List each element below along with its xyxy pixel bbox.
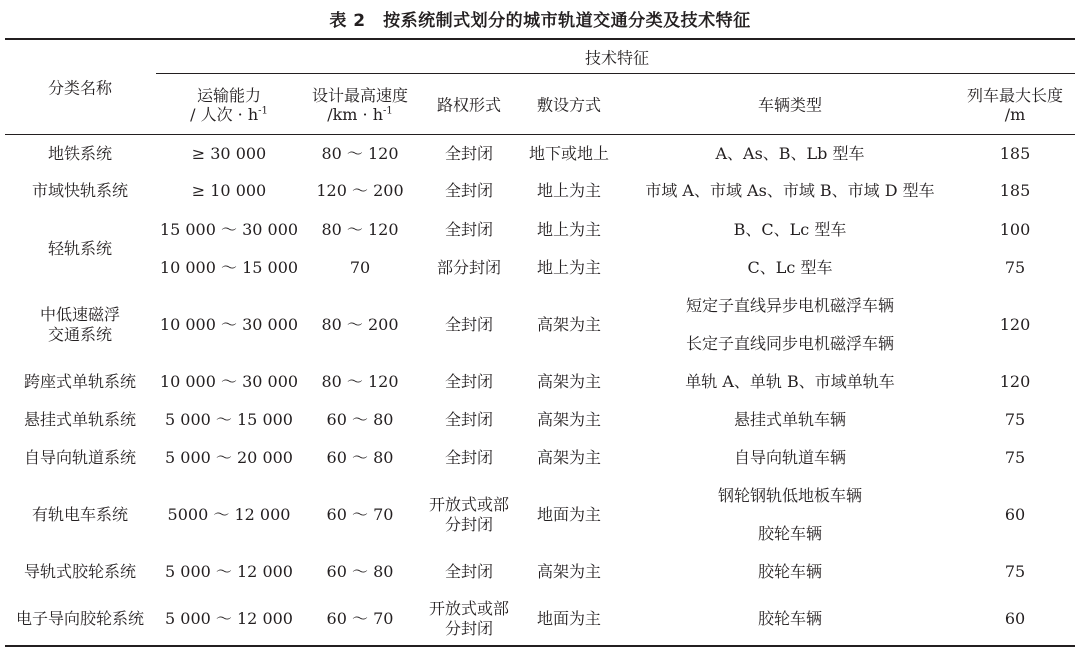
- row3b-lay: 地上为主: [536, 258, 602, 277]
- header-lay: 敷设方式: [536, 95, 602, 115]
- bottom-rule: [5, 645, 1075, 647]
- row8-vehicle-b: 胶轮车辆: [757, 524, 823, 543]
- row7-lay: 高架为主: [536, 448, 602, 467]
- header-length-line2: /m: [1004, 105, 1026, 124]
- row4-capacity: 10 000 ～ 30 000: [159, 315, 299, 334]
- row10-length: 60: [1004, 609, 1026, 628]
- row1-capacity: ≥ 30 000: [191, 144, 267, 163]
- header-length: [967, 86, 1063, 124]
- row3b-form: 部分封闭: [436, 258, 502, 277]
- header-category: 分类名称: [47, 78, 113, 98]
- row3-name: 轻轨系统: [47, 239, 113, 258]
- row5-length: 120: [999, 372, 1031, 391]
- row4-speed: 80 ～ 200: [321, 315, 399, 334]
- row7-name: 自导向轨道系统: [23, 448, 137, 467]
- row9-name: 导轨式胶轮系统: [23, 562, 137, 581]
- row10-form-line2: 分封闭: [444, 619, 494, 638]
- row3b-length: 75: [1004, 258, 1026, 277]
- row6-capacity: 5 000 ～ 15 000: [165, 410, 293, 429]
- row9-speed: 60 ～ 80: [326, 562, 394, 581]
- row9-vehicle: 胶轮车辆: [757, 562, 823, 581]
- row6-length: 75: [1004, 410, 1026, 429]
- header-speed-line2: [312, 105, 408, 124]
- row2-form: 全封闭: [444, 181, 494, 200]
- row6-name: 悬挂式单轨系统: [23, 410, 137, 429]
- row6-form: 全封闭: [444, 410, 494, 429]
- row4-name: [40, 305, 120, 345]
- top-rule: [5, 38, 1075, 40]
- row8-form: [429, 495, 509, 535]
- header-capacity-unit: / 人次 · h: [190, 105, 259, 124]
- row10-form-line1: 开放式或部: [428, 599, 510, 618]
- row2-name: 市域快轨系统: [31, 181, 129, 200]
- row2-length: 185: [999, 181, 1031, 200]
- header-bottom-rule: [5, 134, 1075, 135]
- row3a-capacity: 15 000 ～ 30 000: [159, 220, 299, 239]
- header-capacity-line1: 运输能力: [196, 86, 262, 105]
- header-row-form: 路权形式: [436, 95, 502, 115]
- row1-name: 地铁系统: [47, 144, 113, 163]
- row8-capacity: 5000 ～ 12 000: [167, 505, 291, 524]
- row8-lay: 地面为主: [536, 505, 602, 524]
- row7-speed: 60 ～ 80: [326, 448, 394, 467]
- row4-name-line1: 中低速磁浮: [39, 305, 121, 324]
- header-length-line1: 列车最大长度: [966, 86, 1064, 105]
- row2-lay: 地上为主: [536, 181, 602, 200]
- row5-vehicle: 单轨 A、单轨 B、市域单轨车: [685, 372, 895, 391]
- header-speed-line1: 设计最高速度: [311, 86, 409, 105]
- row10-lay: 地面为主: [536, 609, 602, 628]
- row3a-length: 100: [999, 220, 1031, 239]
- header-capacity: [190, 86, 268, 124]
- row8-speed: 60 ～ 70: [326, 505, 394, 524]
- row1-speed: 80 ～ 120: [321, 144, 399, 163]
- header-sub-rule: [156, 73, 1075, 74]
- row10-name: 电子导向胶轮系统: [15, 609, 145, 628]
- row9-capacity: 5 000 ～ 12 000: [165, 562, 293, 581]
- row3b-speed: 70: [349, 258, 371, 277]
- row5-lay: 高架为主: [536, 372, 602, 391]
- row8-form-line1: 开放式或部: [428, 495, 510, 514]
- row3a-speed: 80 ～ 120: [321, 220, 399, 239]
- row10-speed: 60 ～ 70: [326, 609, 394, 628]
- row7-vehicle: 自导向轨道车辆: [733, 448, 847, 467]
- row5-name: 跨座式单轨系统: [23, 372, 137, 391]
- row1-lay: 地下或地上: [528, 144, 610, 163]
- row10-form: [429, 599, 509, 639]
- row6-lay: 高架为主: [536, 410, 602, 429]
- row1-length: 185: [999, 144, 1031, 163]
- row4-vehicle-a: 短定子直线异步电机磁浮车辆: [685, 296, 895, 315]
- row10-capacity: 5 000 ～ 12 000: [165, 609, 293, 628]
- row4-form: 全封闭: [444, 315, 494, 334]
- row7-length: 75: [1004, 448, 1026, 467]
- row5-capacity: 10 000 ～ 30 000: [159, 372, 299, 391]
- row4-name-line2: 交通系统: [47, 325, 113, 344]
- row4-lay: 高架为主: [536, 315, 602, 334]
- row8-vehicle-a: 钢轮钢轨低地板车辆: [717, 486, 863, 505]
- row3a-form: 全封闭: [444, 220, 494, 239]
- row3b-vehicle: C、Lc 型车: [747, 258, 833, 277]
- row9-length: 75: [1004, 562, 1026, 581]
- header-speed-unit: /km · h: [327, 105, 384, 124]
- row6-vehicle: 悬挂式单轨车辆: [733, 410, 847, 429]
- row7-form: 全封闭: [444, 448, 494, 467]
- row5-speed: 80 ～ 120: [321, 372, 399, 391]
- header-capacity-sup: -1: [258, 105, 268, 117]
- row3a-lay: 地上为主: [536, 220, 602, 239]
- row5-form: 全封闭: [444, 372, 494, 391]
- header-speed: [312, 86, 408, 124]
- header-capacity-line2: [190, 105, 268, 124]
- row9-lay: 高架为主: [536, 562, 602, 581]
- row10-vehicle: 胶轮车辆: [757, 609, 823, 628]
- row1-vehicle: A、As、B、Lb 型车: [715, 144, 865, 163]
- row6-speed: 60 ～ 80: [326, 410, 394, 429]
- header-speed-sup: -1: [383, 105, 393, 117]
- row7-capacity: 5 000 ～ 20 000: [165, 448, 293, 467]
- row8-name: 有轨电车系统: [31, 505, 129, 524]
- row2-speed: 120 ～ 200: [316, 181, 404, 200]
- row2-capacity: ≥ 10 000: [191, 181, 267, 200]
- row3b-capacity: 10 000 ～ 15 000: [159, 258, 299, 277]
- header-vehicle: 车辆类型: [757, 95, 823, 115]
- row2-vehicle: 市域 A、市域 As、市域 B、市域 D 型车: [645, 181, 935, 200]
- row1-form: 全封闭: [444, 144, 494, 163]
- row4-vehicle-b: 长定子直线同步电机磁浮车辆: [685, 334, 895, 353]
- table-title: 表 2 按系统制式划分的城市轨道交通分类及技术特征: [329, 11, 751, 31]
- row9-form: 全封闭: [444, 562, 494, 581]
- row3a-vehicle: B、C、Lc 型车: [733, 220, 847, 239]
- row4-length: 120: [999, 315, 1031, 334]
- row8-form-line2: 分封闭: [444, 515, 494, 534]
- header-tech: 技术特征: [584, 48, 650, 68]
- row8-length: 60: [1004, 505, 1026, 524]
